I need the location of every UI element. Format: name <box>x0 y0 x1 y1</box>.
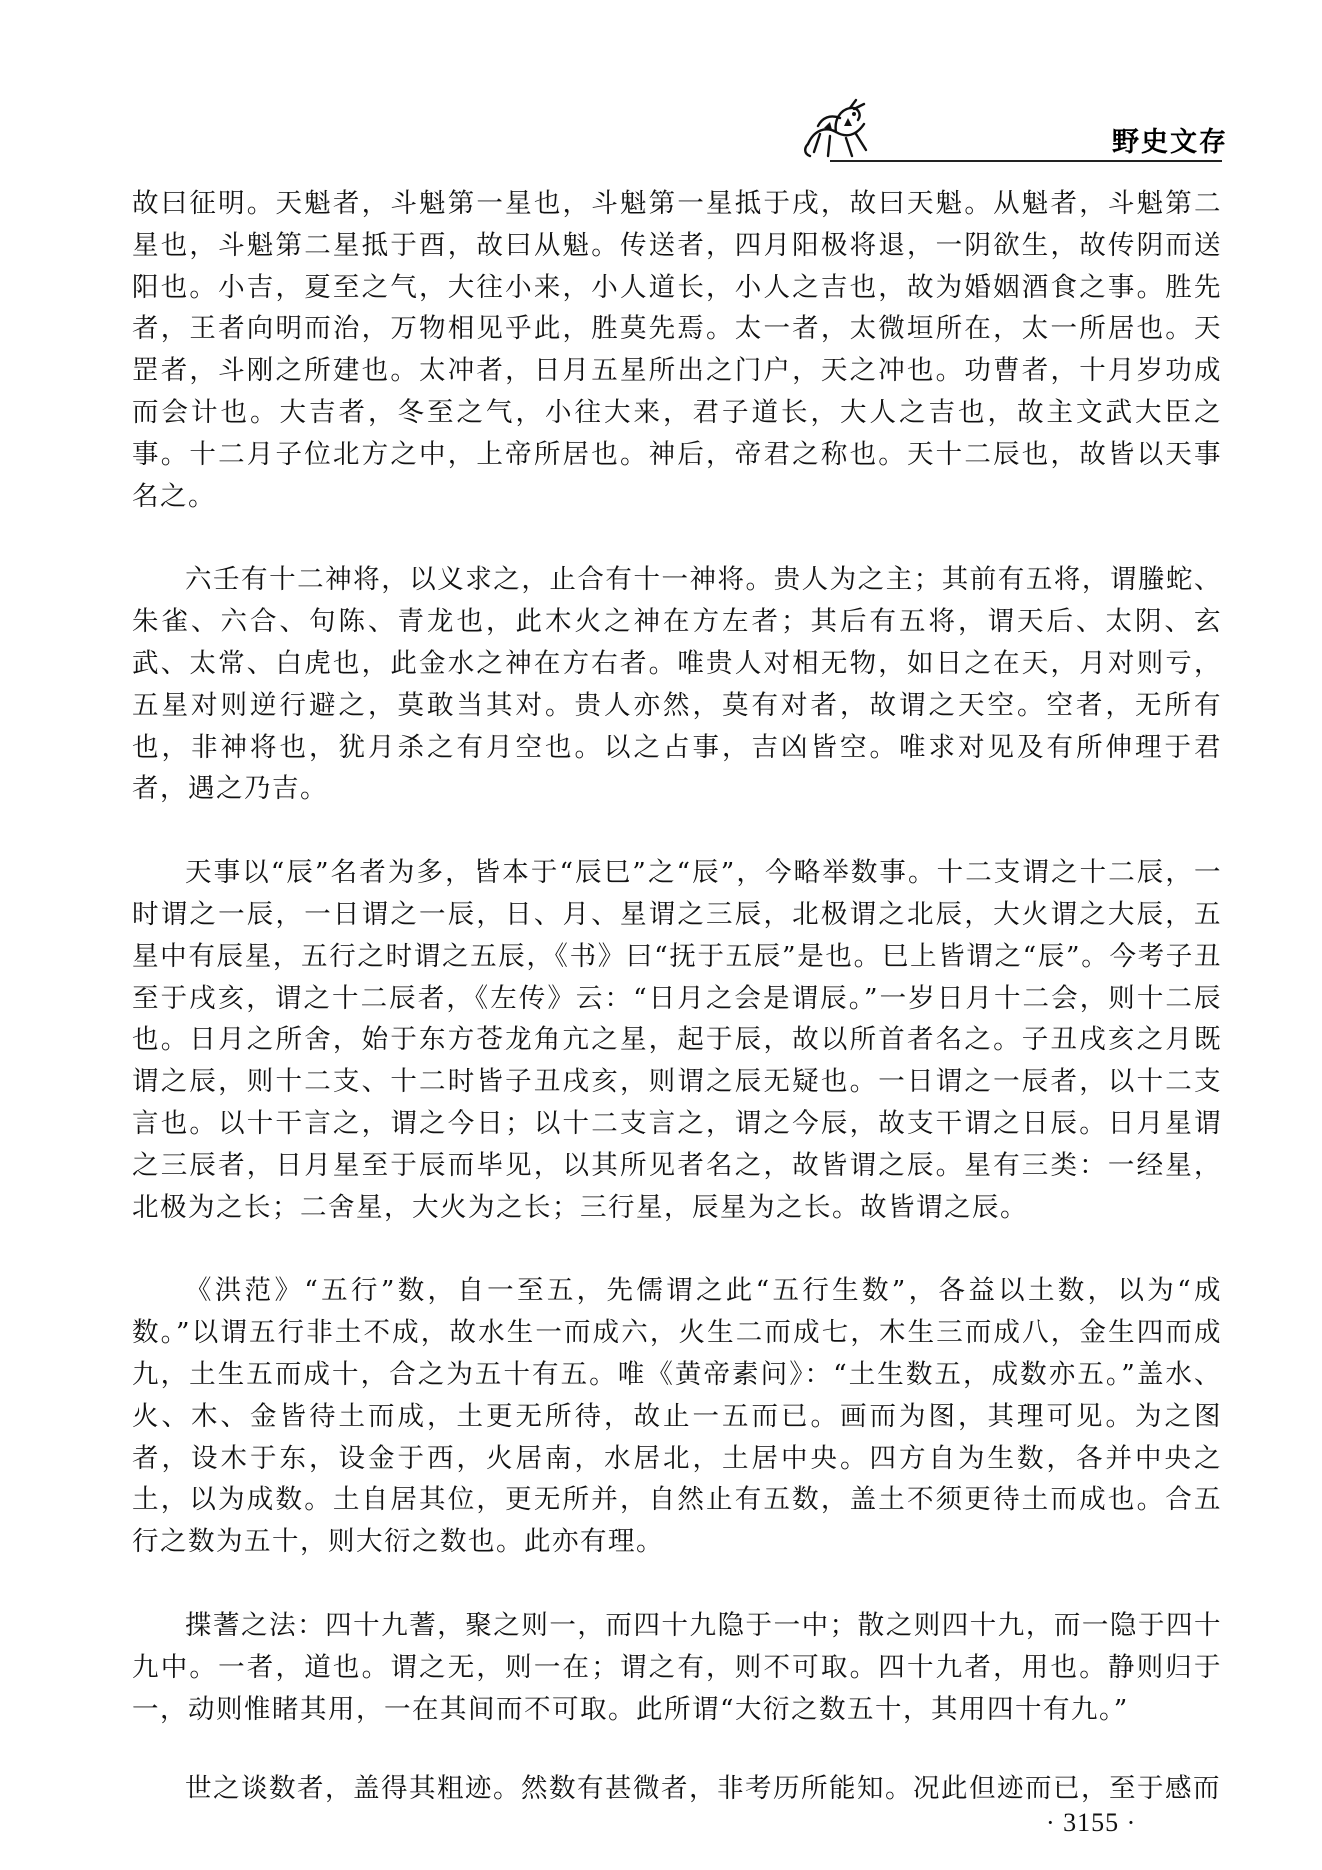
paragraph: 六壬有十二神将，以义求之，止合有十一神将。贵人为之主；其前有五将，谓螣蛇、朱雀、六合、句陈、青龙也，此木火之神在方左者；其后有五将，谓天后、太阴、玄武、太常、白虎也，此金水之神在方右者。唯贵人对相无物，如日之在天，月对则亏，五星对则逆行避之，莫敢当其对。贵人亦然，莫有对者，故谓之天空。空者，无所有也，非神将也，犹月杀之有月空也。以之占事，吉凶皆空。唯求对见及有所伸理于君者，遇之乃吉。 <box>132 564 1222 805</box>
page-number: · 3155 · <box>1046 1808 1137 1837</box>
page-header <box>0 0 1322 160</box>
paragraph: 《洪范》“五行”数，自一至五，先儒谓之此“五行生数”，各益以土数，以为“成数。”以谓五行非土不成，故水生一而成六，火生二而成七，木生三而成八，金生四而成九，土生五而成十，合之为五十有五。唯《黄帝素问》：“土生数五，成数亦五。”盖水、火、木、金皆待土而成，土更无所待，故止一五而已。画而为图，其理可见。为之图者，设木于东，设金于西，火居南，水居北，土居中央。四方自为生数，各并中央之土，以为成数。土自居其位，更无所并，自然止有五数，盖土不须更待土而成也。合五行之数为五十，则大衍之数也。此亦有理。 <box>132 1275 1222 1558</box>
paragraph: 世之谈数者，盖得其粗迹。然数有甚微者，非考历所能知。况此但迹而已，至于感而 <box>185 1773 1221 1805</box>
dragon-emblem-icon <box>800 96 874 162</box>
paragraph: 揲蓍之法：四十九蓍，聚之则一，而四十九隐于一中；散之则四十九，而一隐于四十九中。一者，道也。谓之无，则一在；谓之有，则不可取。四十九者，用也。静则归于一，动则惟睹其用，一在其间而不可取。此所谓“大衍之数五十，其用四十有九。” <box>132 1609 1222 1725</box>
page-body <box>132 183 1222 1810</box>
header-rule <box>830 160 1222 162</box>
paragraph: 天事以“辰”名者为多，皆本于“辰巳”之“辰”，今略举数事。十二支谓之十二辰，一时谓之一辰，一日谓之一辰，日、月、星谓之三辰，北极谓之北辰，大火谓之大辰，五星中有辰星，五行之时谓之五辰，《书》曰“抚于五辰”是也。巳上皆谓之“辰”。今考子丑至于戌亥，谓之十二辰者，《左传》云：“日月之会是谓辰。”一岁日月十二会，则十二辰也。日月之所舍，始于东方苍龙角亢之星，起于辰，故以所首者名之。子丑戌亥之月既谓之辰，则十二支、十二时皆子丑戌亥，则谓之辰无疑也。一日谓之一辰者，以十二支言也。以十干言之，谓之今日；以十二支言之，谓之今辰，故支干谓之日辰。日月星谓之三辰者，日月星至于辰而毕见，以其所见者名之，故皆谓之辰。星有三类：一经星，北极为之长；二舍星，大火为之长；三行星，辰星为之长。故皆谓之辰。 <box>132 857 1222 1223</box>
paragraph: 故曰征明。天魁者，斗魁第一星也，斗魁第一星抵于戌，故曰天魁。从魁者，斗魁第二星也，斗魁第二星抵于酉，故曰从魁。传送者，四月阳极将退，一阴欲生，故传阴而送阳也。小吉，夏至之气，大往小来，小人道长，小人之吉也，故为婚姻酒食之事。胜先者，王者向明而治，万物相见乎此，胜莫先焉。太一者，太微垣所在，太一所居也。天罡者，斗刚之所建也。太冲者，日月五星所出之门户，天之冲也。功曹者，十月岁功成而会计也。大吉者，冬至之气，小往大来，君子道长，大人之吉也，故主文武大臣之事。十二月子位北方之中，上帝所居也。神后，帝君之称也。天十二辰也，故皆以天事名之。 <box>132 188 1222 512</box>
series-title: 野史文存 <box>1112 127 1228 158</box>
